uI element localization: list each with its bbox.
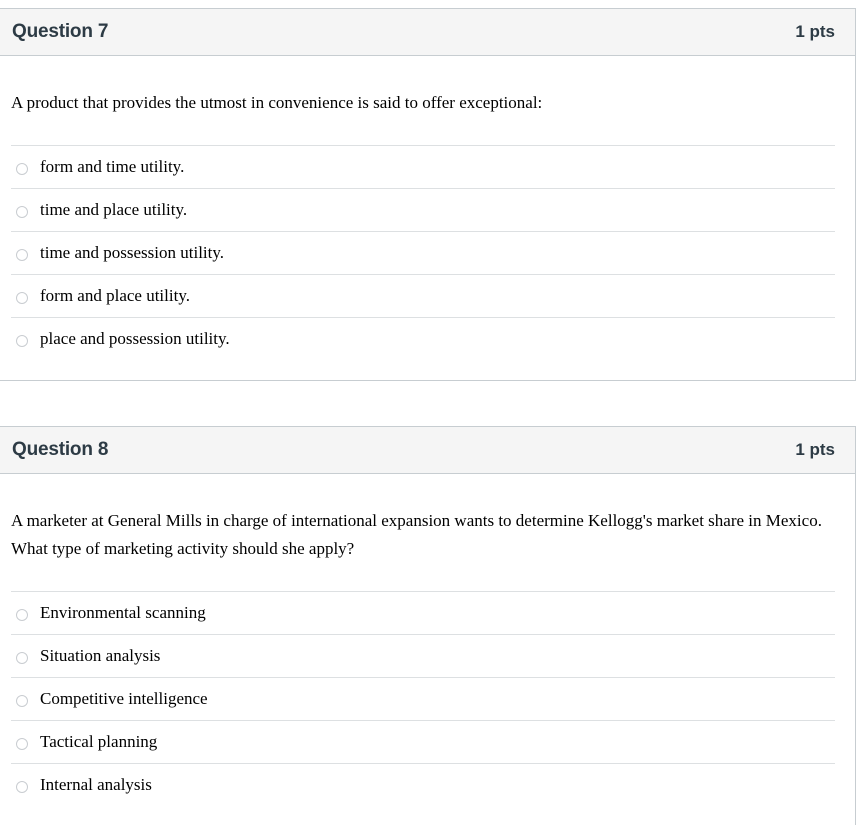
answer-label[interactable]: form and time utility. <box>40 157 185 176</box>
answer-option[interactable] <box>11 188 835 231</box>
radio-button[interactable] <box>16 609 28 621</box>
question-title: Question 8 <box>12 439 109 460</box>
answer-list <box>11 591 835 806</box>
answer-label[interactable]: Tactical planning <box>40 732 158 751</box>
question-7-card <box>0 8 856 381</box>
answer-label[interactable]: Internal analysis <box>40 775 152 794</box>
radio-button[interactable] <box>16 695 28 707</box>
answer-option[interactable] <box>11 677 835 720</box>
answer-label[interactable]: Environmental scanning <box>40 603 206 622</box>
answer-label[interactable]: Situation analysis <box>40 646 161 665</box>
radio-button[interactable] <box>16 292 28 304</box>
radio-button[interactable] <box>16 738 28 750</box>
question-title: Question 7 <box>12 21 109 42</box>
answer-option[interactable] <box>11 145 835 188</box>
question-header <box>0 427 855 474</box>
radio-button[interactable] <box>16 249 28 261</box>
question-header <box>0 9 855 56</box>
question-text: A product that provides the utmost in convenience is said to offer exceptional: <box>11 93 543 112</box>
question-8-card <box>0 426 856 825</box>
question-points: 1 pts <box>795 440 835 459</box>
answer-option[interactable] <box>11 763 835 806</box>
answer-option[interactable] <box>11 317 835 360</box>
answer-label[interactable]: place and possession utility. <box>40 329 230 348</box>
answer-option[interactable] <box>11 720 835 763</box>
answer-label[interactable]: Competitive intelligence <box>40 689 208 708</box>
answer-list <box>11 145 835 360</box>
radio-button[interactable] <box>16 206 28 218</box>
answer-label[interactable]: form and place utility. <box>40 286 190 305</box>
answer-label[interactable]: time and place utility. <box>40 200 188 219</box>
answer-option[interactable] <box>11 591 835 634</box>
radio-button[interactable] <box>16 335 28 347</box>
question-points: 1 pts <box>795 22 835 41</box>
answer-option[interactable] <box>11 231 835 274</box>
radio-button[interactable] <box>16 652 28 664</box>
answer-option[interactable] <box>11 274 835 317</box>
radio-button[interactable] <box>16 163 28 175</box>
answer-option[interactable] <box>11 634 835 677</box>
question-text: A marketer at General Mills in charge of international expansion wants to determine Kellogg's market share in Mexico. What type of marketing activity should she apply? <box>11 511 822 558</box>
radio-button[interactable] <box>16 781 28 793</box>
answer-label[interactable]: time and possession utility. <box>40 243 225 262</box>
